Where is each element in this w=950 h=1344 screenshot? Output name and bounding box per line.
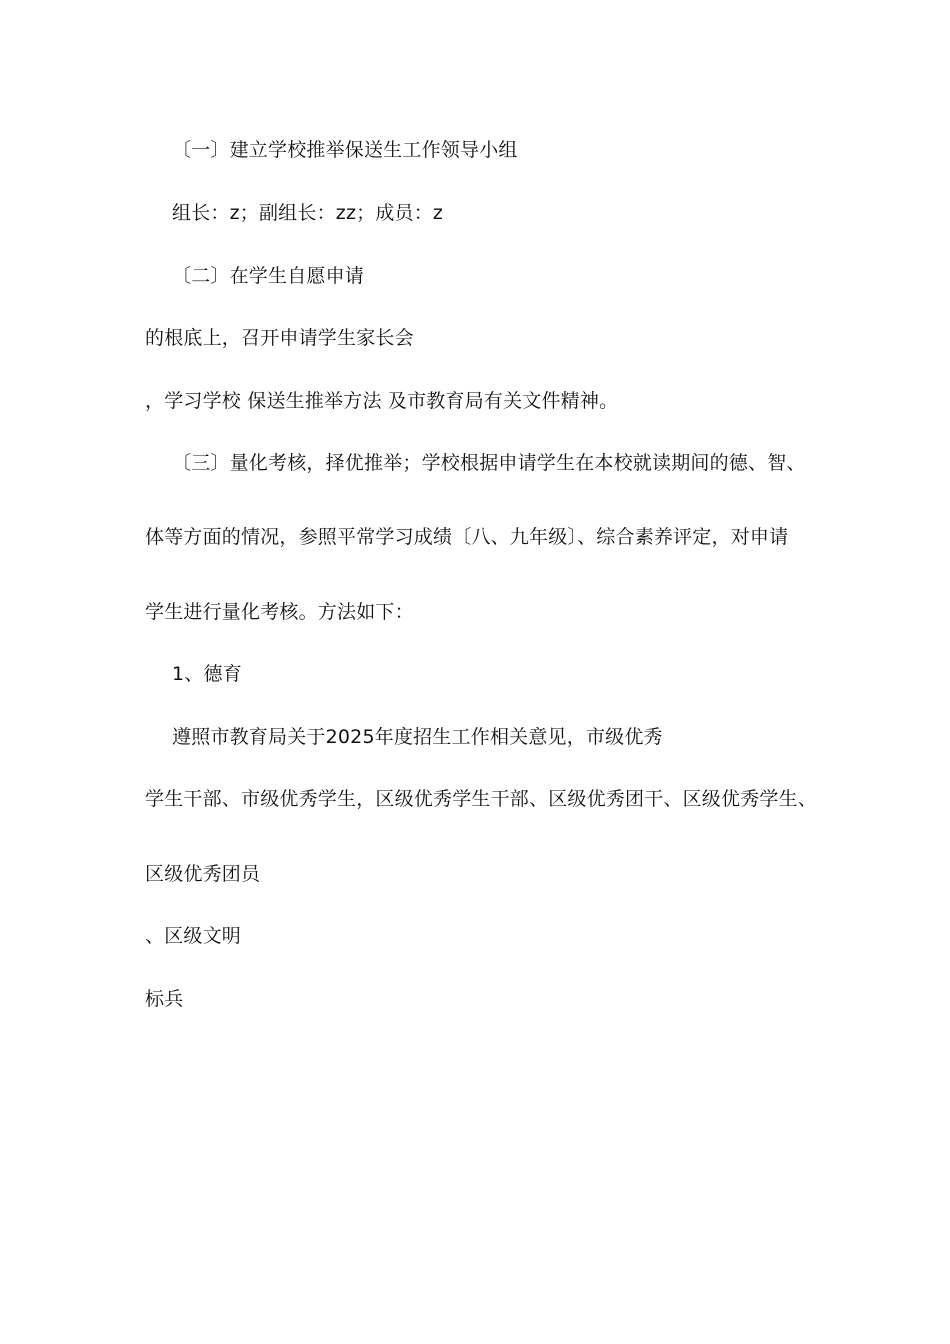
paragraph-line: 标兵 <box>145 988 184 1010</box>
leader-members-line: 组长：z；副组长：zz；成员：z <box>172 202 444 224</box>
paragraph-line: 体等方面的情况，参照平常学习成绩〔八、九年级〕、综合素养评定，对申请 <box>145 526 789 548</box>
section-heading-3: 〔三〕量化考核，择优推举；学校根据申请学生在本校就读期间的德、智、 <box>172 452 806 474</box>
section-heading-2: 〔二〕在学生自愿申请 <box>172 265 365 287</box>
paragraph-line: 的根底上，召开申请学生家长会 <box>145 327 414 349</box>
paragraph-line: ，学习学校 保送生推举方法 及市教育局有关文件精神。 <box>145 390 619 412</box>
paragraph-line: 学生干部、市级优秀学生，区级优秀学生干部、区级优秀团干、区级优秀学生、 <box>145 788 818 810</box>
paragraph-line: 学生进行量化考核。方法如下： <box>145 601 414 623</box>
paragraph-line: 区级优秀团员 <box>145 863 261 885</box>
subheading-moral-education: 1、德育 <box>172 663 242 685</box>
paragraph-line: 、区级文明 <box>145 925 242 947</box>
paragraph-line: 遵照市教育局关于2025年度招生工作相关意见，市级优秀 <box>172 726 663 748</box>
section-heading-1: 〔一〕建立学校推举保送生工作领导小组 <box>172 139 518 161</box>
